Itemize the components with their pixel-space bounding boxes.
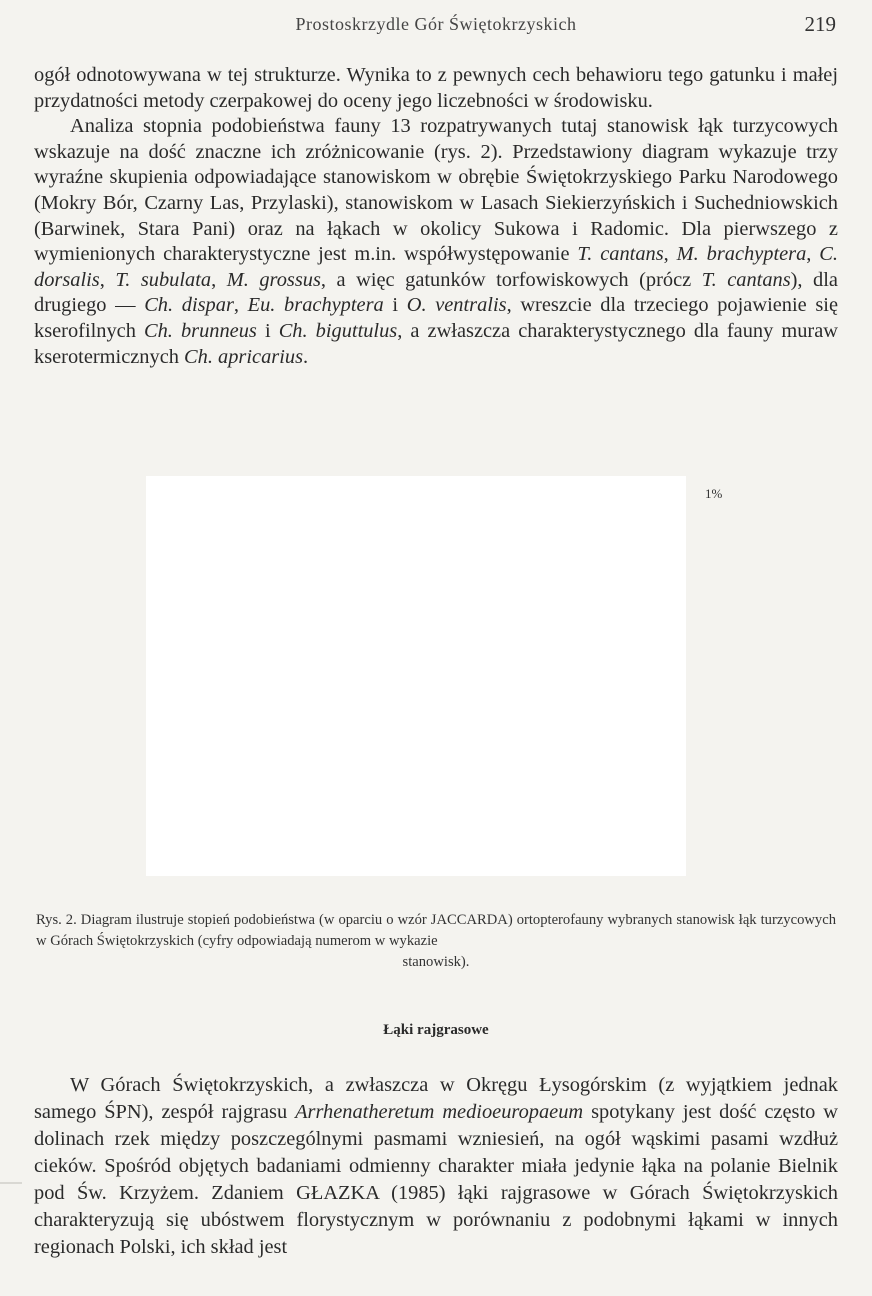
figure-caption bbox=[36, 910, 836, 973]
species-name: Arrhenatheretum medioeuropaeum bbox=[295, 1101, 584, 1123]
figure-diagram-area bbox=[146, 476, 686, 876]
running-title: Prostoskrzydle Gór Świętokrzyskich bbox=[295, 14, 577, 34]
species-name: T. cantans bbox=[577, 243, 664, 266]
text-segment: i bbox=[256, 319, 279, 342]
species-name: T. cantans bbox=[701, 268, 791, 291]
figure-caption-line-2: stanowisk). bbox=[402, 954, 470, 970]
text-block-bottom bbox=[34, 1072, 838, 1261]
section-heading: Łąki rajgrasowe bbox=[383, 1022, 489, 1038]
text-segment: , a zwłaszcza charakterystycznego dla fauny muraw kserotermicznych bbox=[34, 319, 838, 368]
text-segment: , bbox=[99, 268, 116, 291]
paragraph-similarity-analysis bbox=[34, 114, 838, 370]
species-name: Ch. apricarius bbox=[184, 345, 304, 368]
text-segment: , bbox=[663, 243, 677, 266]
text-segment: ), dla drugiego — bbox=[34, 268, 838, 317]
paragraph-ryegrass-meadows bbox=[34, 1072, 838, 1261]
paragraph-continuation: ogół odnotowywana w tej strukturze. Wynika to z pewnych cech behawioru tego gatunku i małej przydatności metody czerpakowej do oceny jego liczebności w środowisku. bbox=[34, 64, 838, 112]
species-name: C. dorsalis bbox=[34, 243, 838, 291]
text-segment: spotykany jest dość często w dolinach rzek między poszczególnymi pasmami wzniesień, na ogół wąskimi pasami wzdłuż cieków. Spośród objętych badaniami odmienny charakter miała jedynie łąka na polanie Bielnik pod Św. Krzyżem. Zdaniem GŁAZKA (1985) łąki rajgrasowe w Górach Świętokrzyskich charakteryzują się ubóstwem florystycznym w porównaniu z podobnymi łąkami w innych regionach Polski, ich skład jest bbox=[34, 1101, 838, 1258]
figure-caption-line-1: Rys. 2. Diagram ilustruje stopień podobieństwa (w oparciu o wzór JACCARDA) ortopterofauny wybranych stanowisk łąk turzycowych w Górach Świętokrzyskich (cyfry odpowiadają numerom w wykazie bbox=[36, 912, 836, 949]
text-segment: , wreszcie dla trzeciego pojawienie się kserofilnych bbox=[34, 294, 838, 342]
text-segment: . bbox=[303, 345, 309, 368]
text-segment: , bbox=[211, 268, 227, 291]
running-head bbox=[0, 10, 872, 38]
text-segment: Analiza stopnia podobieństwa fauny 13 rozpatrywanych tutaj stanowisk łąk turzycowych wskazuje na dość znaczne ich zróżnicowanie (rys. 2). Przedstawiony diagram wykazuje trzy wyraźne skupienia odpowiadające stanowiskom w obrębie Świętokrzyskiego Parku Narodowego (Mokry Bór, Czarny Las, Przylaski), stanowiskom w Lasach Siekierzyńskich i Suchedniowskich (Barwinek, Stara Pani) oraz na łąkach w okolicy Sukowa i Radomic. Dla pierwszego z wymienionych charakterystyczne jest m.in. współwystępowanie bbox=[34, 115, 838, 266]
page-number: 219 bbox=[804, 12, 836, 36]
species-name: T. subulata bbox=[115, 268, 212, 291]
species-name: Ch. brunneus bbox=[144, 319, 257, 342]
text-block-top bbox=[34, 63, 838, 370]
margin-mark bbox=[0, 1182, 22, 1184]
text-segment: , bbox=[233, 294, 248, 317]
species-name: Ch. dispar bbox=[144, 294, 234, 317]
species-name: M. grossus bbox=[226, 268, 321, 291]
species-name: Ch. biguttulus bbox=[278, 319, 398, 342]
text-segment: i bbox=[383, 294, 407, 317]
text-segment: , a więc gatunków torfowiskowych (prócz bbox=[320, 268, 702, 291]
species-name: O. ventralis bbox=[406, 294, 507, 317]
text-segment: , bbox=[806, 243, 820, 266]
species-name: M. brachyptera bbox=[676, 243, 807, 266]
figure-scale-label: 1% bbox=[705, 486, 723, 501]
text-segment: W Górach Świętokrzyskich, a zwłaszcza w Okręgu Łysogórskim (z wyjątkiem jednak samego ŚPN), zespół rajgrasu bbox=[34, 1074, 838, 1123]
species-name: Eu. brachyptera bbox=[247, 294, 384, 317]
